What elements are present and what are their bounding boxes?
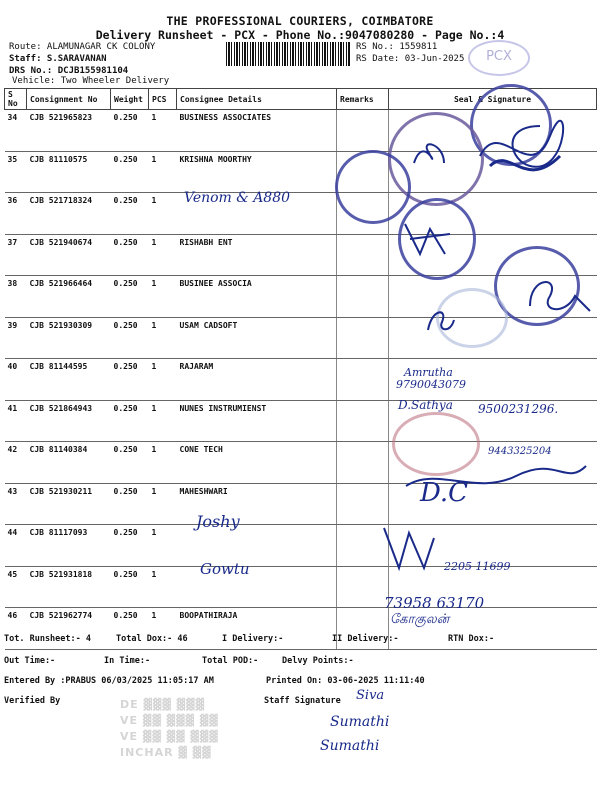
weight: 0.250	[111, 483, 149, 525]
pcs: 1	[149, 483, 177, 525]
consignment-no: CJB 521930211	[27, 483, 111, 525]
sno: 41	[5, 400, 27, 442]
consignee: BUSINEE ASSOCIA	[177, 276, 337, 318]
handwriting-staff-signature: Siva	[356, 688, 385, 703]
pcs: 1	[149, 608, 177, 650]
pcs: 1	[149, 359, 177, 401]
consignee: NUNES INSTRUMIENST	[177, 400, 337, 442]
consignee: KRISHNA MOORTHY	[177, 151, 337, 193]
entered-by: Entered By :PRABUS 06/03/2025 11:05:17 AM	[4, 676, 214, 686]
i-delivery: I Delivery:-	[222, 634, 284, 644]
pcs: 1	[149, 525, 177, 567]
company-title: THE PROFESSIONAL COURIERS, COIMBATORE	[166, 14, 434, 28]
sno: 43	[5, 483, 27, 525]
faded-watermark-icon: VE ▓▓ ▓▓▓ ▓▓	[120, 714, 219, 727]
handwriting-staff-signature: Sumathi	[320, 738, 380, 754]
weight: 0.250	[111, 566, 149, 608]
printed-on: Printed On: 03-06-2025 11:11:40	[266, 676, 425, 686]
pcx-stamp: PCX	[468, 40, 530, 76]
vehicle-label: Vehicle: Two Wheeler Delivery	[12, 76, 170, 86]
delvy-points: Delvy Points:-	[282, 656, 354, 666]
weight: 0.250	[111, 234, 149, 276]
sno: 46	[5, 608, 27, 650]
handwriting-phone-43: 9443325204	[488, 446, 552, 457]
table-row	[5, 359, 597, 401]
consignee: RAJARAM	[177, 359, 337, 401]
sno: 35	[5, 151, 27, 193]
consignee: USAM CADSOFT	[177, 317, 337, 359]
remarks	[337, 400, 389, 442]
ii-delivery: II Delivery:-	[332, 634, 399, 644]
route-label: Route: ALAMUNAGAR CK COLONY	[9, 42, 156, 52]
consignment-no: CJB 521965823	[27, 110, 111, 152]
weight: 0.250	[111, 608, 149, 650]
pcs: 1	[149, 151, 177, 193]
pcs: 1	[149, 276, 177, 318]
verified-by: Verified By	[4, 696, 61, 706]
consignment-no: CJB 81140384	[27, 442, 111, 484]
weight: 0.250	[111, 400, 149, 442]
consignment-no: CJB 81117093	[27, 525, 111, 567]
sno: 39	[5, 317, 27, 359]
handwriting-signature-44: D.C	[420, 478, 469, 508]
rs-number: RS No.: 1559811	[356, 42, 438, 52]
out-time: Out Time:-	[4, 656, 56, 666]
signature-scribble-icon	[420, 300, 460, 340]
signature-scribble-icon	[470, 96, 580, 206]
col-seal: Seal & Signature	[389, 89, 597, 110]
col-remarks: Remarks	[337, 89, 389, 110]
rtn-dox: RTN Dox:-	[448, 634, 495, 644]
signature-scribble-icon	[404, 128, 454, 178]
pcs: 1	[149, 400, 177, 442]
total-dox: Total Dox:- 46	[116, 634, 188, 644]
remarks	[337, 276, 389, 318]
pcs: 1	[149, 234, 177, 276]
sno: 34	[5, 110, 27, 152]
consignee: MAHESHWARI	[177, 483, 337, 525]
table-row	[5, 317, 597, 359]
col-weight: Weight	[111, 89, 149, 110]
consignment-no: CJB 81144595	[27, 359, 111, 401]
seal-stamp-icon	[335, 150, 411, 224]
consignment-no: CJB 521864943	[27, 400, 111, 442]
total-pod: Total POD:-	[202, 656, 259, 666]
runsheet-subtitle: Delivery Runsheet - PCX - Phone No.:9047080280 - Page No.:4	[95, 28, 505, 42]
handwriting-consignee-45: Gowtu	[200, 560, 250, 578]
pcs: 1	[149, 317, 177, 359]
consignment-no: CJB 521962774	[27, 608, 111, 650]
remarks	[337, 317, 389, 359]
sno: 37	[5, 234, 27, 276]
faded-watermark-icon: INCHAR ▓ ▓▓	[120, 746, 212, 759]
consignee: RISHABH ENT	[177, 234, 337, 276]
weight: 0.250	[111, 359, 149, 401]
in-time: In Time:-	[104, 656, 151, 666]
handwriting-phone-46: 73958 63170	[384, 594, 485, 612]
drs-label: DRS No.: DCJB155981104	[9, 66, 129, 76]
sno: 45	[5, 566, 27, 608]
handwriting-signature-41: D.Sathya	[398, 398, 453, 412]
consignment-no: CJB 521930309	[27, 317, 111, 359]
weight: 0.250	[111, 110, 149, 152]
handwriting-signature-40: Amrutha	[404, 366, 453, 379]
faded-watermark-icon: VE ▓▓ ▓▓ ▓▓▓	[120, 730, 219, 743]
remarks	[337, 359, 389, 401]
sno: 38	[5, 276, 27, 318]
consignment-no: CJB 521966464	[27, 276, 111, 318]
weight: 0.250	[111, 151, 149, 193]
staff-signature-label: Staff Signature	[264, 696, 341, 706]
consignment-no: CJB 81110575	[27, 151, 111, 193]
table-row	[5, 608, 597, 650]
sno: 44	[5, 525, 27, 567]
consignment-no: CJB 521940674	[27, 234, 111, 276]
col-sno: S No	[5, 89, 27, 110]
staff-label: Staff: S.SARAVANAN	[9, 54, 107, 64]
handwriting-consignee-36: Venom & A880	[184, 190, 291, 206]
remarks	[337, 110, 389, 152]
signature-scribble-icon	[400, 214, 460, 264]
handwriting-consignee-44: Joshy	[196, 512, 240, 531]
consignee: BOOPATHIRAJA	[177, 608, 337, 650]
rs-date: RS Date: 03-Jun-2025	[356, 54, 465, 64]
consignment-no: CJB 521718324	[27, 193, 111, 235]
pcs: 1	[149, 193, 177, 235]
consignee: CONE TECH	[177, 442, 337, 484]
sno: 42	[5, 442, 27, 484]
faded-watermark-icon: DE ▓▓▓ ▓▓▓	[120, 698, 206, 711]
consignment-no: CJB 521931818	[27, 566, 111, 608]
col-pcs: PCS	[149, 89, 177, 110]
sno: 40	[5, 359, 27, 401]
pcs: 1	[149, 110, 177, 152]
col-consignee: Consignee Details	[177, 89, 337, 110]
handwriting-tamil-46: கோகுலன்	[390, 612, 450, 627]
handwriting-staff-signature: Sumathi	[330, 714, 390, 730]
pcs: 1	[149, 442, 177, 484]
weight: 0.250	[111, 193, 149, 235]
remarks	[337, 234, 389, 276]
handwriting-phone-40: 9790043079	[396, 378, 466, 391]
barcode	[226, 42, 350, 66]
pcs: 1	[149, 566, 177, 608]
col-consignment: Consignment No	[27, 89, 111, 110]
signature-scribble-icon	[520, 266, 598, 326]
remarks	[337, 442, 389, 484]
weight: 0.250	[111, 317, 149, 359]
weight: 0.250	[111, 525, 149, 567]
sno: 36	[5, 193, 27, 235]
weight: 0.250	[111, 442, 149, 484]
handwriting-phone-41: 9500231296.	[478, 402, 559, 416]
weight: 0.250	[111, 276, 149, 318]
consignee: BUSINESS ASSOCIATES	[177, 110, 337, 152]
tot-runsheet: Tot. Runsheet:- 4	[4, 634, 91, 644]
handwriting-phone-45: 2205 11699	[444, 560, 511, 573]
